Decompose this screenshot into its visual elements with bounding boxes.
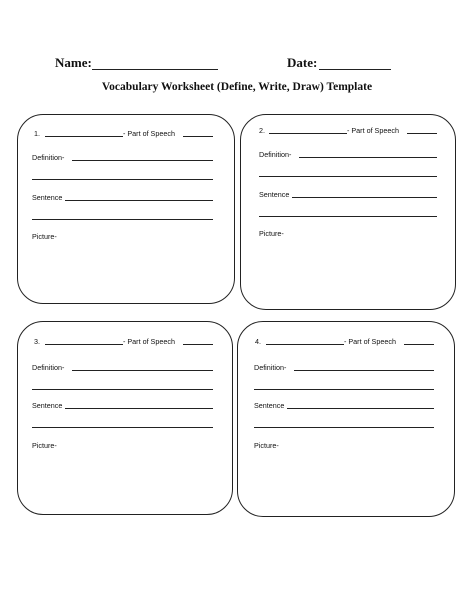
sentence-line-2[interactable] [32, 427, 213, 428]
definition-label: Definition- [32, 363, 65, 372]
card-number: 3. [34, 337, 40, 346]
part-of-speech-line[interactable] [183, 344, 213, 345]
vocab-card-4 [237, 321, 455, 517]
sentence-label: Sentence [32, 401, 63, 410]
picture-label: Picture- [32, 232, 57, 241]
picture-label: Picture- [254, 441, 279, 450]
word-line[interactable] [266, 344, 344, 345]
worksheet-title: Vocabulary Worksheet (Define, Write, Draw) Template [101, 81, 373, 93]
part-of-speech-label: - Part of Speech [344, 337, 396, 346]
card-number: 2. [259, 126, 265, 135]
definition-line-1[interactable] [72, 160, 213, 161]
definition-line-1[interactable] [299, 157, 437, 158]
part-of-speech-line[interactable] [407, 133, 437, 134]
sentence-line-2[interactable] [254, 427, 434, 428]
sentence-line-1[interactable] [65, 200, 213, 201]
definition-line-1[interactable] [294, 370, 434, 371]
picture-label: Picture- [259, 229, 284, 238]
sentence-line-2[interactable] [259, 216, 437, 217]
definition-line-2[interactable] [254, 389, 434, 390]
part-of-speech-line[interactable] [183, 136, 213, 137]
name-line[interactable] [92, 69, 218, 70]
sentence-line-1[interactable] [65, 408, 213, 409]
vocab-card-3 [17, 321, 233, 515]
sentence-line-1[interactable] [287, 408, 434, 409]
part-of-speech-line[interactable] [404, 344, 434, 345]
word-line[interactable] [45, 136, 123, 137]
part-of-speech-label: - Part of Speech [123, 129, 175, 138]
definition-line-1[interactable] [72, 370, 213, 371]
sentence-label: Sentence [259, 190, 290, 199]
word-line[interactable] [45, 344, 123, 345]
picture-label: Picture- [32, 441, 57, 450]
name-label: Name: [55, 55, 92, 70]
date-line[interactable] [319, 69, 391, 70]
card-number: 1. [34, 129, 40, 138]
sentence-label: Sentence [254, 401, 285, 410]
card-number: 4. [255, 337, 261, 346]
vocab-card-1 [17, 114, 235, 304]
header-row [0, 55, 474, 75]
definition-label: Definition- [254, 363, 287, 372]
sentence-label: Sentence [32, 193, 63, 202]
definition-line-2[interactable] [259, 176, 437, 177]
vocab-card-2 [240, 114, 456, 310]
sentence-line-2[interactable] [32, 219, 213, 220]
definition-label: Definition- [32, 153, 65, 162]
word-line[interactable] [269, 133, 347, 134]
date-label: Date: [287, 55, 318, 70]
definition-line-2[interactable] [32, 179, 213, 180]
part-of-speech-label: - Part of Speech [347, 126, 399, 135]
definition-line-2[interactable] [32, 389, 213, 390]
definition-label: Definition- [259, 150, 292, 159]
part-of-speech-label: - Part of Speech [123, 337, 175, 346]
sentence-line-1[interactable] [292, 197, 437, 198]
